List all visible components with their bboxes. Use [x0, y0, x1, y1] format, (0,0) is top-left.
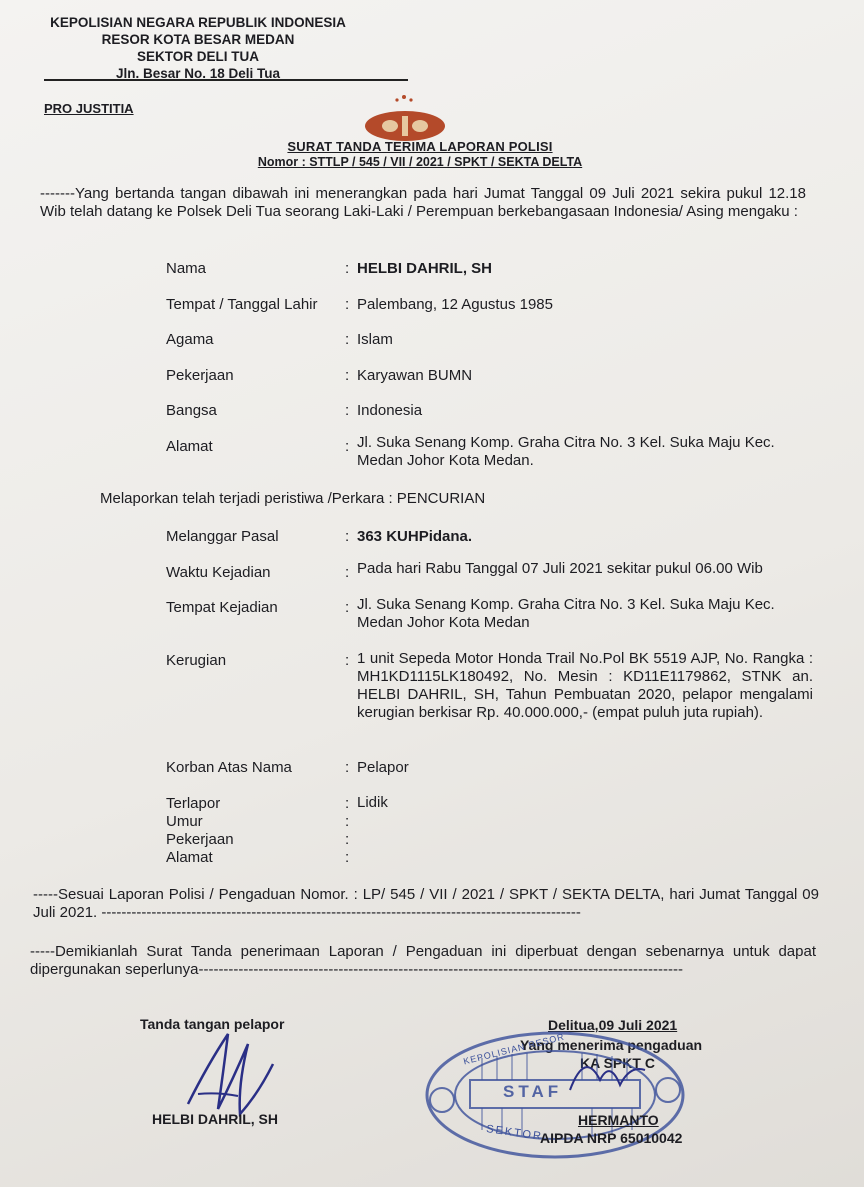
- document-number: Nomor : STTLP / 545 / VII / 2021 / SPKT / SEKTA DELTA: [257, 155, 583, 169]
- label-korban: Korban Atas Nama: [166, 759, 292, 776]
- colon: :: [345, 599, 350, 616]
- label-nama: Nama: [166, 260, 207, 277]
- value-alamat: Jl. Suka Senang Komp. Graha Citra No. 3 Kel. Suka Maju Kec. Medan Johor Kota Medan.: [357, 434, 775, 469]
- receiver-role: Yang menerima pengaduan: [520, 1037, 703, 1053]
- colon: :: [345, 849, 350, 866]
- colon: :: [345, 367, 350, 384]
- receiver-position: KA SPKT C: [580, 1055, 655, 1071]
- label-tempat-tanggal-lahir: Tempat / Tanggal Lahir: [166, 296, 318, 313]
- label-kerugian: Kerugian: [166, 652, 227, 669]
- stamp-middle-text: STAF: [503, 1082, 563, 1101]
- label-alamat-terlapor: Alamat: [166, 849, 213, 866]
- document-title: SURAT TANDA TERIMA LAPORAN POLISI: [287, 139, 553, 154]
- receiver-name: HERMANTO: [578, 1112, 659, 1128]
- stamp-bottom-text: SEKTOR: [485, 1123, 544, 1143]
- label-agama: Agama: [166, 331, 214, 348]
- reporter-name: HELBI DAHRIL, SH: [152, 1111, 278, 1127]
- place-date: Delitua,09 Juli 2021: [548, 1017, 678, 1033]
- colon: :: [345, 402, 350, 419]
- label-terlapor: Terlapor: [166, 795, 221, 812]
- colon: :: [345, 331, 350, 348]
- letterhead-line-4: Jln. Besar No. 18 Deli Tua: [115, 66, 281, 81]
- pro-justitia: PRO JUSTITIA: [44, 101, 134, 116]
- label-bangsa: Bangsa: [166, 402, 217, 419]
- colon: :: [345, 260, 350, 277]
- colon: :: [345, 831, 350, 848]
- closing-reference: -----Sesuai Laporan Polisi / Pengaduan Nomor. : LP/ 545 / VII / 2021 / SPKT / SEKTA DELTA, hari Jumat Tanggal 09 Juli 2021. ------------------------------------------------------------------------------------------------: [33, 886, 819, 921]
- signature-label-reporter: Tanda tangan pelapor: [140, 1016, 285, 1032]
- value-pekerjaan: Karyawan BUMN: [357, 367, 473, 384]
- letterhead-line-2: RESOR KOTA BESAR MEDAN: [101, 32, 295, 47]
- stamp-top-text: KEPOLISIAN RESOR: [462, 1031, 566, 1067]
- value-korban: Pelapor: [357, 759, 409, 776]
- police-emblem-icon: [360, 92, 450, 144]
- value-melanggar-pasal: 363 KUHPidana.: [357, 528, 473, 545]
- label-alamat: Alamat: [166, 438, 213, 455]
- receiver-signature-icon: [560, 1040, 650, 1110]
- colon: :: [345, 296, 350, 313]
- letterhead-line-3: SEKTOR DELI TUA: [136, 49, 259, 64]
- label-melanggar-pasal: Melanggar Pasal: [166, 528, 279, 545]
- letterhead-divider: [44, 79, 408, 81]
- colon: :: [345, 564, 350, 581]
- report-statement: Melaporkan telah terjadi peristiwa /Perkara : PENCURIAN: [100, 490, 486, 507]
- colon: :: [345, 813, 350, 830]
- closing-statement: -----Demikianlah Surat Tanda penerimaan Laporan / Pengaduan ini diperbuat dengan sebenarnya untuk dapat dipergunakan seperlunya-------------------------------------------------------------------------------------------------: [30, 943, 816, 978]
- colon: :: [345, 759, 350, 776]
- value-waktu-kejadian: Pada hari Rabu Tanggal 07 Juli 2021 sekitar pukul 06.00 Wib: [357, 560, 763, 577]
- value-tempat-tanggal-lahir: Palembang, 12 Agustus 1985: [357, 296, 553, 313]
- colon: :: [345, 795, 350, 812]
- label-pekerjaan-terlapor: Pekerjaan: [166, 831, 234, 848]
- label-umur: Umur: [166, 813, 203, 830]
- value-nama: HELBI DAHRIL, SH: [357, 260, 492, 277]
- value-agama: Islam: [357, 331, 393, 348]
- receiver-rank: AIPDA NRP 65010042: [540, 1130, 683, 1146]
- colon: :: [345, 438, 350, 455]
- letterhead: [40, 14, 356, 82]
- value-tempat-kejadian: Jl. Suka Senang Komp. Graha Citra No. 3 Kel. Suka Maju Kec. Medan Johor Kota Medan: [357, 596, 775, 631]
- value-terlapor: Lidik: [357, 794, 388, 811]
- intro-paragraph: -------Yang bertanda tangan dibawah ini menerangkan pada hari Jumat Tanggal 09 Juli 2021 sekira pukul 12.18 Wib telah datang ke Polsek Deli Tua seorang Laki-Laki / Perempuan berkebangasaan Indonesia/ Asing mengaku :: [40, 185, 806, 220]
- value-kerugian: 1 unit Sepeda Motor Honda Trail No.Pol BK 5519 AJP, No. Rangka : MH1KD1115LK180492, No. Mesin : KD11E1179862, STNK an. HELBI DAHRIL, SH, Tahun Pembuatan 2020, pelapor mengalami kerugian berkisar Rp. 40.000.000,- (empat puluh juta rupiah).: [357, 650, 813, 721]
- label-waktu-kejadian: Waktu Kejadian: [166, 564, 271, 581]
- label-tempat-kejadian: Tempat Kejadian: [166, 599, 278, 616]
- colon: :: [345, 652, 350, 669]
- value-bangsa: Indonesia: [357, 402, 423, 419]
- reporter-signature-icon: [178, 1024, 288, 1124]
- label-pekerjaan: Pekerjaan: [166, 367, 234, 384]
- colon: :: [345, 528, 350, 545]
- letterhead-line-1: KEPOLISIAN NEGARA REPUBLIK INDONESIA: [50, 15, 346, 30]
